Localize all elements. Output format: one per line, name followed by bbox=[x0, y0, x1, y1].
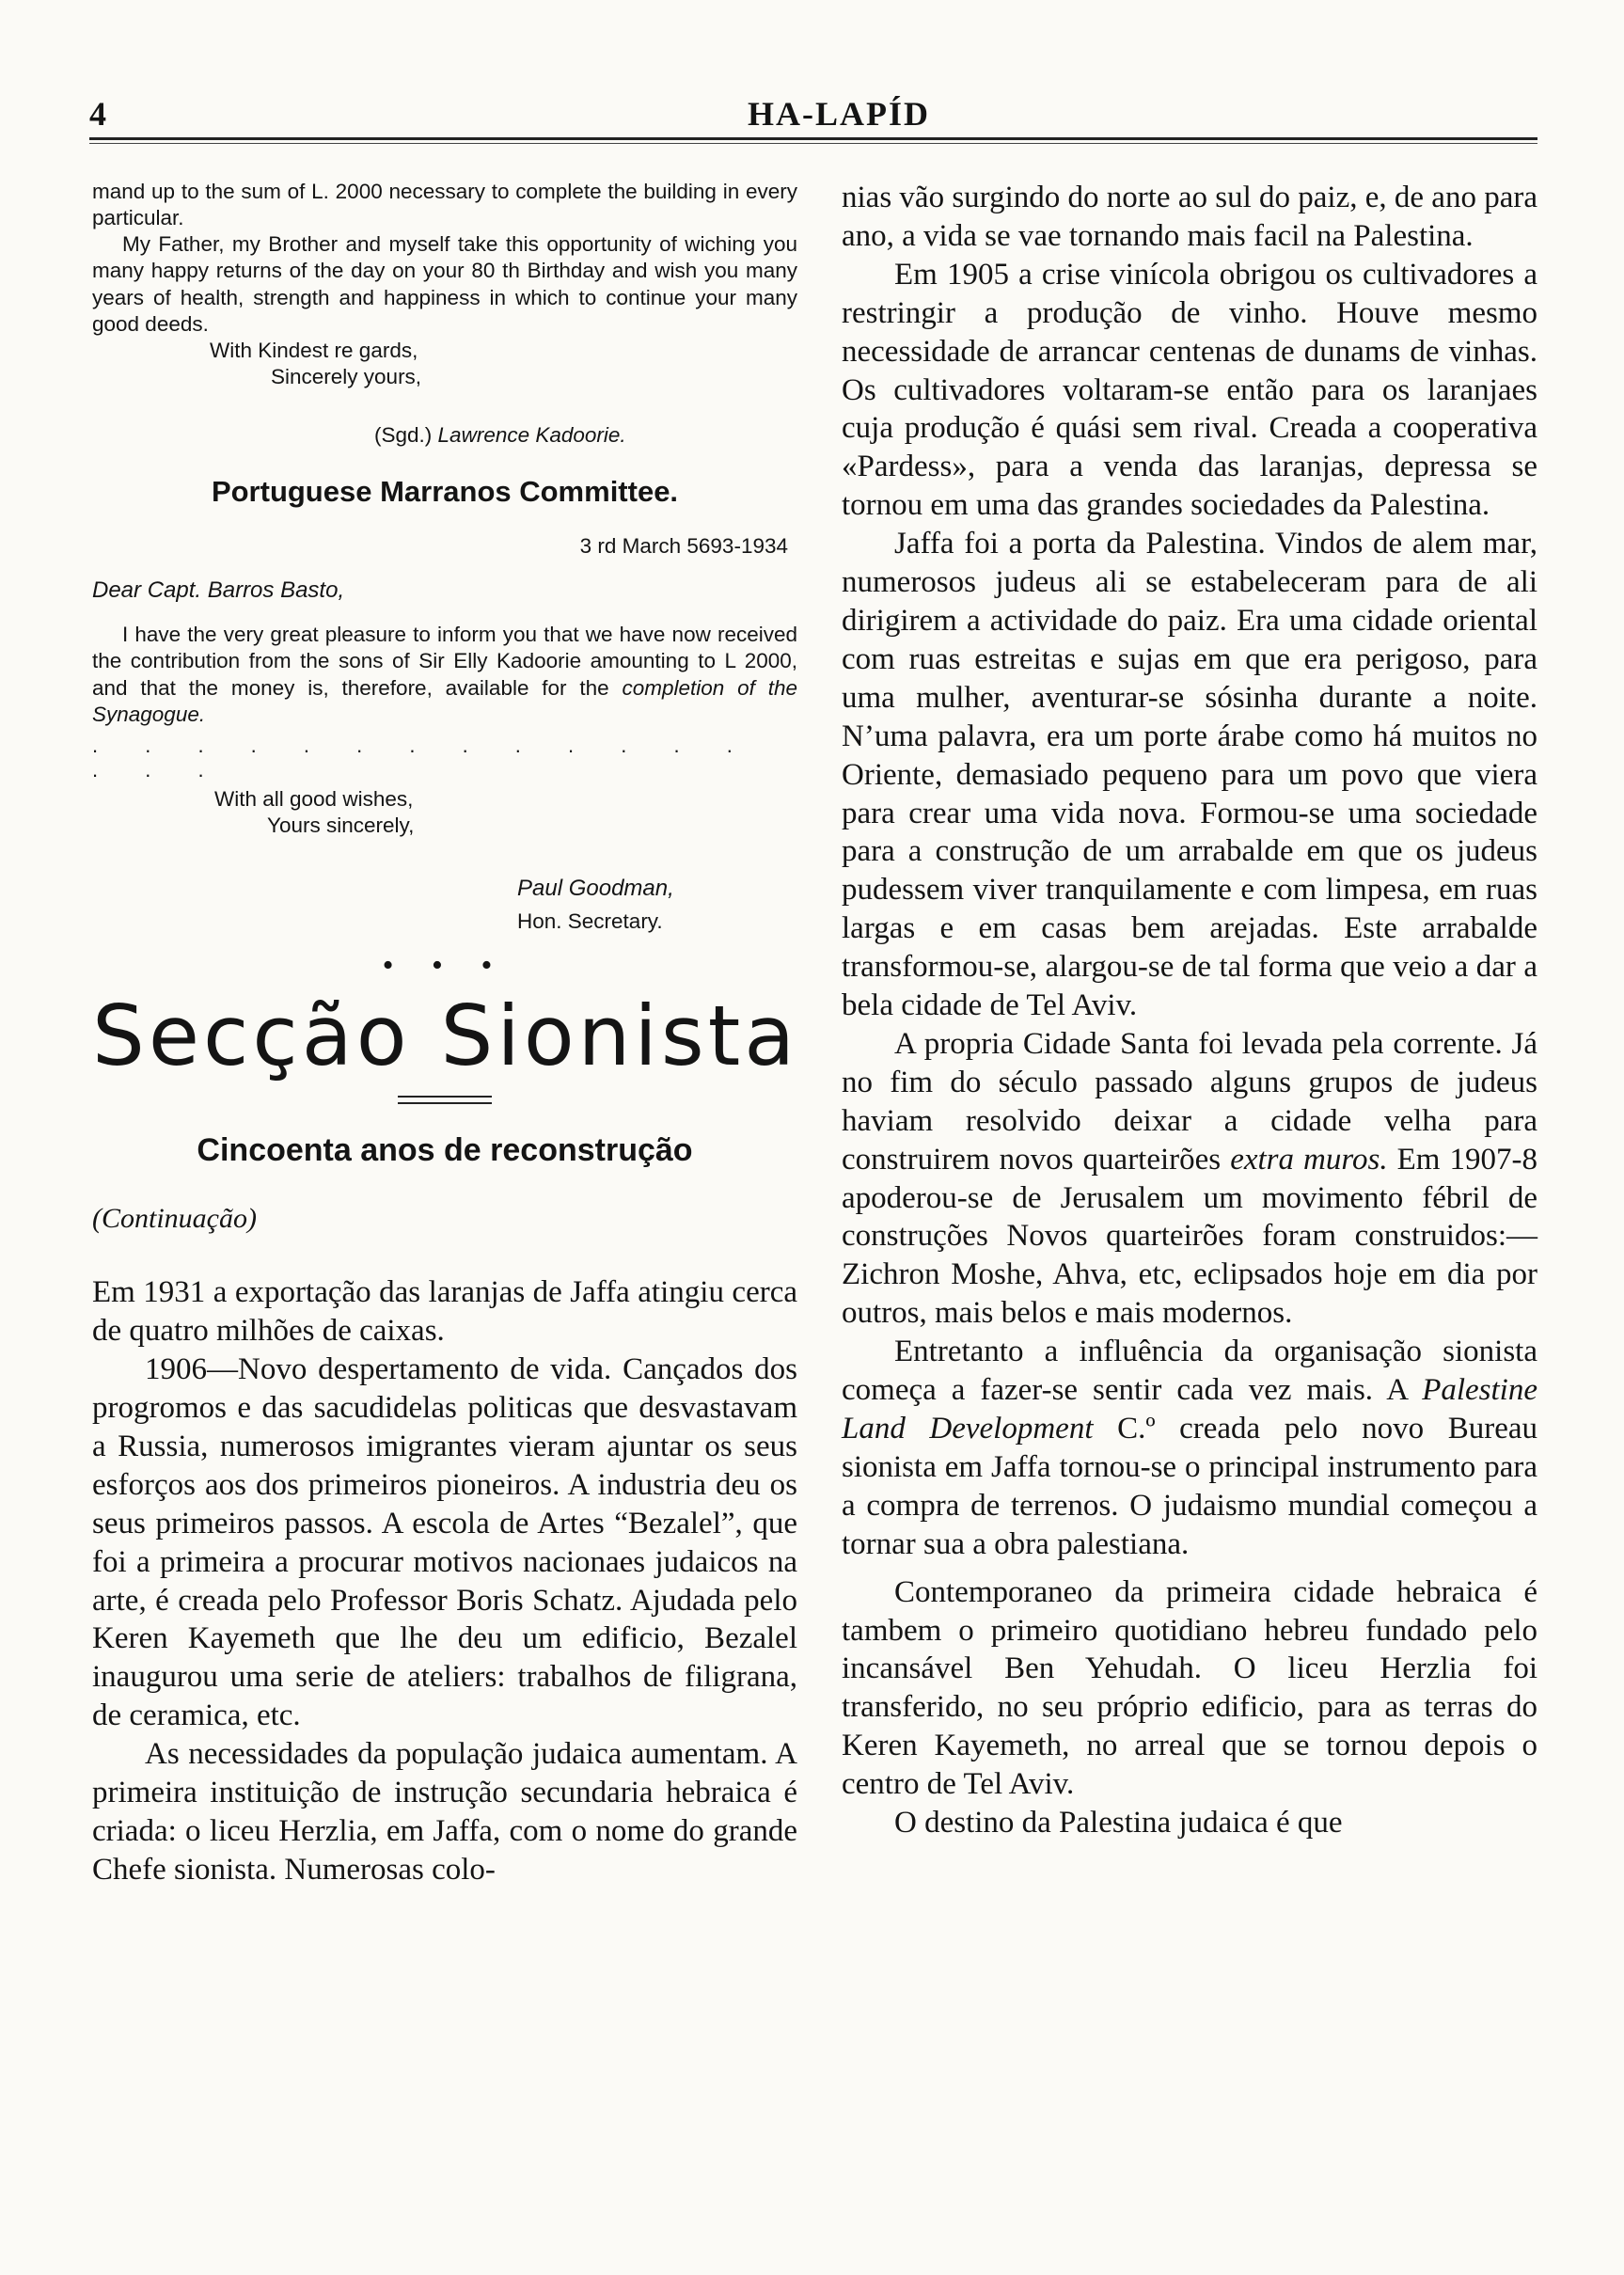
section-ornament: • • • bbox=[382, 948, 508, 984]
letter-body-text: I have the very great pleasure to inform you that we have now received the contribution from the sons of Sir Elly Kadoorie amounting to L 2000, and that the money is, therefore, available for the bbox=[92, 623, 797, 700]
letter-heading: Portuguese Marranos Committee. bbox=[211, 475, 679, 509]
article-paragraph: nias vão surgindo do norte ao sul do paiz, e, de ano para ano, a vida se vae tornando mais facil na Palestina. bbox=[842, 181, 1537, 253]
letter-body bbox=[92, 622, 797, 728]
header-rule-thin bbox=[89, 143, 1537, 144]
ellipsis-dots: . . . . . . . . . . . . . . . . bbox=[92, 733, 753, 782]
letter-closing: Sincerely yours, bbox=[271, 364, 422, 388]
paragraph-italic: extra muros. bbox=[1230, 1142, 1388, 1177]
salutation: Dear Capt. Barros Basto, bbox=[92, 577, 345, 604]
page-header bbox=[89, 90, 1537, 147]
article-paragraph: Em 1905 a crise vinícola obrigou os cultivadores a restringir a produção de vinho. Houve mesmo necessidade de arrancar centenas de dunams de vinhas. Os cultivadores voltaram-se então para os laranjaes cuja produção é quási sem rival. Creada a cooperativa «Pardess», para a venda das laranjas, depressa se tornou em uma das grandes sociedades da Palestina. bbox=[842, 257, 1537, 523]
paragraph-text: Entretanto a influência da organisação sionista começa a fazer-se sentir cada vez mais. A bbox=[842, 1335, 1537, 1408]
letter-wishes: With all good wishes, bbox=[214, 786, 414, 811]
signature-name: Lawrence Kadoorie. bbox=[437, 423, 626, 447]
letter-wishes: Yours sincerely, bbox=[267, 813, 415, 837]
sender-title: Hon. Secretary. bbox=[517, 909, 663, 933]
section-rule bbox=[398, 1102, 492, 1104]
letter-body-italic: completion of the Synagogue. bbox=[92, 675, 798, 726]
paragraph-text: A propria Cidade Santa foi levada pela corrente. Já no fim do século passado alguns grupos de judeus haviam resolvido deixar a cidade velha para construirem novos quarteirões bbox=[842, 1026, 1537, 1177]
sender-name: Paul Goodman, bbox=[517, 876, 674, 901]
header-rule bbox=[89, 137, 1537, 140]
letter-paragraph: My Father, my Brother and myself take this opportunity of wiching you many happy returns of the day on your 80 th Birthday and wish you many years of health, strength and happiness in which to continue your many good deeds. bbox=[92, 232, 797, 336]
article-paragraph: Em 1931 a exportação das laranjas de Jaffa atingiu cerca de quatro milhões de caixas. bbox=[92, 1275, 797, 1349]
running-title: HA-LAPÍD bbox=[748, 95, 930, 133]
paragraph-text: C.º creada pelo novo Bureau sionista em Jaffa tornou-se o principal instrumento para a compra de terrenos. O judaismo mundial começou a tornar sua a obra palestiana. bbox=[842, 1412, 1537, 1561]
page-number: 4 bbox=[89, 95, 106, 133]
paragraph-text: Em 1907-8 apoderou-se de Jerusalem um movimento fébril de construções Novos quarteirões foram construidos:—Zichron Moshe, Ahva, etc, eclipsados hoje em dia por outros, mais belos e mais modernos. bbox=[842, 1142, 1537, 1331]
right-column bbox=[842, 179, 1537, 1842]
signature-prefix: (Sgd.) bbox=[374, 423, 433, 447]
left-column bbox=[92, 179, 797, 1889]
article-paragraph: Jaffa foi a porta da Palestina. Vindos de alem mar, numerosos judeus ali se estabeleceram para de ali dirigirem a actividade do paiz. Era uma cidade oriental com ruas estreitas e sujas em que era perigoso, para uma mulher, aventurar-se sósinha durante a noite. N’uma palavra, era um porte árabe como há muitos no Oriente, demasiado pequeno para um povo que viera para crear uma vida nova. Formou-se uma sociedade para a construção de um arrabalde em que os judeus pudessem viver tranquilamente e com limpesa, em ruas largas e em casas bem arejadas. Este arrabalde transformou-se, alargou-se de tal forma que veio a dar a bela cidade de Tel Aviv. bbox=[842, 527, 1537, 1023]
section-rule bbox=[398, 1096, 492, 1098]
section-title: Secção Sionista bbox=[92, 987, 799, 1085]
article-title: Cincoenta anos de reconstrução bbox=[197, 1132, 693, 1169]
article-paragraph bbox=[842, 1333, 1537, 1563]
letter-signature bbox=[92, 422, 797, 449]
paragraph-italic: Palestine Land Development bbox=[842, 1373, 1537, 1446]
continuation-label: (Continuação) bbox=[92, 1203, 257, 1235]
letter-date: 3 rd March 5693-1934 bbox=[579, 534, 788, 559]
letter-closing: With Kindest re gards, bbox=[210, 338, 418, 362]
article-paragraph: As necessidades da população judaica aumentam. A primeira instituição de instrução secundaria hebraica é criada: o liceu Herzlia, em Jaffa, com o nome do grande Chefe sionista. Numerosas colo- bbox=[92, 1737, 797, 1887]
article-paragraph bbox=[842, 1025, 1537, 1333]
article-paragraph: 1906—Novo despertamento de vida. Cançados dos progromos e das sacudidelas politicas que desvastavam a Russia, numerosos imigrantes vieram ajuntar os seus esforços aos dos primeiros pioneiros. A industria deu os seus primeiros passos. A escola de Artes “Bezalel”, que foi a primeira a procurar motivos nacionaes judaicos na arte, é creada pelo Professor Boris Schatz. Ajudada pelo Keren Kayemeth que lhe deu um edificio, Bezalel inaugurou uma serie de ateliers: trabalhos de filigrana, de ceramica, etc. bbox=[92, 1352, 797, 1733]
article-paragraph: O destino da Palestina judaica é que bbox=[894, 1806, 1343, 1841]
article-paragraph: Contemporaneo da primeira cidade hebraica é tambem o primeiro quotidiano hebreu fundado pelo incansável Ben Yehudah. O liceu Herzlia foi transferido, no seu próprio edificio, para as terras do Keren Kayemeth, no arreal que se tornou depois o centro de Tel Aviv. bbox=[842, 1574, 1537, 1802]
letter-paragraph: mand up to the sum of L. 2000 necessary to complete the building in every particular. bbox=[92, 180, 797, 230]
